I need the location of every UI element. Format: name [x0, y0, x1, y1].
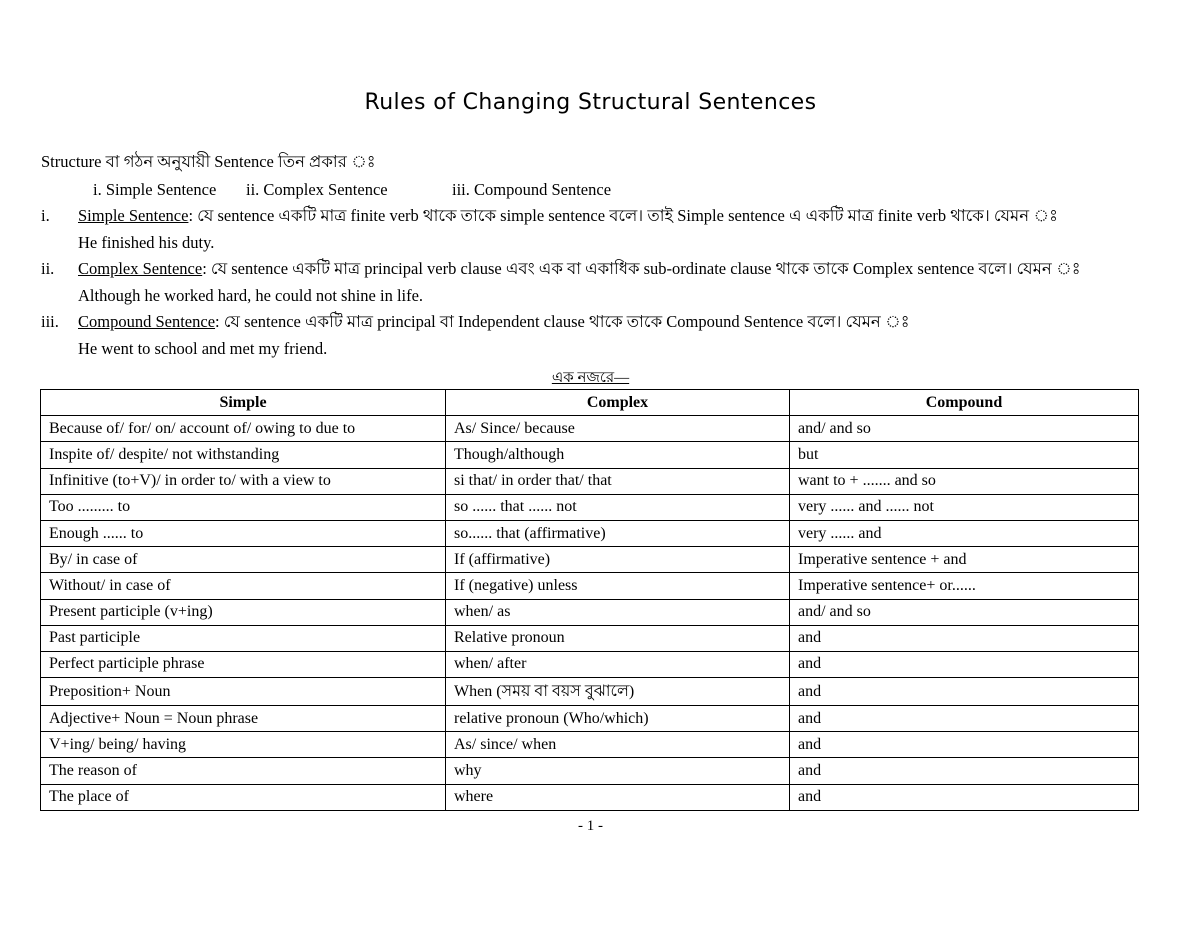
table-row [41, 416, 1139, 442]
cell-compound: and [790, 651, 1139, 677]
at-a-glance-heading: এক নজরে— [551, 370, 630, 386]
cell-complex: If (affirmative) [446, 547, 790, 573]
types-complex: ii. Complex Sentence [246, 180, 388, 199]
cell-compound: and [790, 706, 1139, 732]
cell-complex: why [446, 758, 790, 784]
table-row [41, 520, 1139, 546]
table-row [41, 573, 1139, 599]
cell-simple: Infinitive (to+V)/ in order to/ with a view to [41, 468, 446, 494]
cell-compound: but [790, 442, 1139, 468]
cell-complex: When (সময় বা বয়স বুঝালে) [446, 678, 790, 706]
cell-simple: Present participle (v+ing) [41, 599, 446, 625]
cell-compound: and [790, 784, 1139, 810]
table-row [41, 651, 1139, 677]
page-title: Rules of Changing Structural Sentences [364, 90, 817, 115]
cell-simple: Preposition+ Noun [41, 678, 446, 706]
header-compound: Compound [790, 390, 1139, 416]
cell-compound: very ...... and ...... not [790, 494, 1139, 520]
table-row [41, 599, 1139, 625]
cell-simple: Because of/ for/ on/ account of/ owing to due to [41, 416, 446, 442]
cell-complex: when/ after [446, 651, 790, 677]
cell-simple: Without/ in case of [41, 573, 446, 599]
cell-simple: Perfect participle phrase [41, 651, 446, 677]
types-compound: iii. Compound Sentence [452, 180, 612, 199]
definition-term: Compound Sentence [78, 312, 216, 331]
table-row [41, 442, 1139, 468]
definition-text: : যে sentence একটি মাত্র principal verb clause এবং এক বা একাধিক sub-ordinate clause থাকে তাকে Complex sentence বলে। যেমন ঃ [202, 259, 1081, 278]
cell-compound: Imperative sentence+ or...... [790, 573, 1139, 599]
cell-complex: so ...... that ...... not [446, 494, 790, 520]
definition-number: ii. [41, 259, 55, 278]
cell-compound: and [790, 678, 1139, 706]
cell-complex: If (negative) unless [446, 573, 790, 599]
table-row [41, 547, 1139, 573]
cell-compound: and [790, 732, 1139, 758]
table-row [41, 784, 1139, 810]
types-simple: i. Simple Sentence [93, 180, 217, 199]
definition-compound [78, 312, 910, 332]
page-number: - 1 - [578, 818, 603, 834]
cell-simple: By/ in case of [41, 547, 446, 573]
cell-compound: and/ and so [790, 416, 1139, 442]
table-row [41, 468, 1139, 494]
cell-complex: Though/although [446, 442, 790, 468]
cell-simple: V+ing/ being/ having [41, 732, 446, 758]
cell-compound: very ...... and [790, 520, 1139, 546]
table-row [41, 625, 1139, 651]
definition-number: i. [41, 206, 50, 225]
header-complex: Complex [446, 390, 790, 416]
definition-text: : যে sentence একটি মাত্র finite verb থাকে তাকে simple sentence বলে। তাই Simple sentence এ একটি মাত্র finite verb থাকে। যেমন ঃ [188, 206, 1058, 225]
definition-example: Although he worked hard, he could not shine in life. [78, 286, 424, 305]
cell-complex: As/ Since/ because [446, 416, 790, 442]
table-row [41, 494, 1139, 520]
definition-number: iii. [41, 312, 59, 331]
definition-complex [78, 259, 1081, 279]
cell-complex: Relative pronoun [446, 625, 790, 651]
definition-term: Simple Sentence [78, 206, 189, 225]
definition-example: He finished his duty. [78, 233, 215, 252]
cell-complex: relative pronoun (Who/which) [446, 706, 790, 732]
table-row [41, 758, 1139, 784]
cell-simple: The reason of [41, 758, 446, 784]
cell-compound: and [790, 758, 1139, 784]
definition-term: Complex Sentence [78, 259, 203, 278]
definition-example: He went to school and met my friend. [78, 339, 328, 358]
cell-simple: Adjective+ Noun = Noun phrase [41, 706, 446, 732]
cell-complex: where [446, 784, 790, 810]
table-row [41, 732, 1139, 758]
definition-text: : যে sentence একটি মাত্র principal বা Independent clause থাকে তাকে Compound Sentence বলে। যেমন ঃ [215, 312, 910, 331]
cell-simple: The place of [41, 784, 446, 810]
cell-complex: when/ as [446, 599, 790, 625]
cell-simple: Too ......... to [41, 494, 446, 520]
cell-compound: and/ and so [790, 599, 1139, 625]
definition-simple [78, 206, 1058, 226]
cell-complex: As/ since/ when [446, 732, 790, 758]
table-row [41, 706, 1139, 732]
cell-simple: Inspite of/ despite/ not withstanding [41, 442, 446, 468]
cell-compound: Imperative sentence + and [790, 547, 1139, 573]
cell-complex: si that/ in order that/ that [446, 468, 790, 494]
cell-compound: and [790, 625, 1139, 651]
header-simple: Simple [41, 390, 446, 416]
cell-compound: want to + ....... and so [790, 468, 1139, 494]
table-row [41, 678, 1139, 706]
table-header-row [41, 390, 1139, 416]
cell-complex: so...... that (affirmative) [446, 520, 790, 546]
intro-text: Structure বা গঠন অনুযায়ী Sentence তিন প্রকার ঃ [41, 152, 376, 171]
structure-table [40, 389, 1139, 811]
cell-simple: Enough ...... to [41, 520, 446, 546]
cell-simple: Past participle [41, 625, 446, 651]
